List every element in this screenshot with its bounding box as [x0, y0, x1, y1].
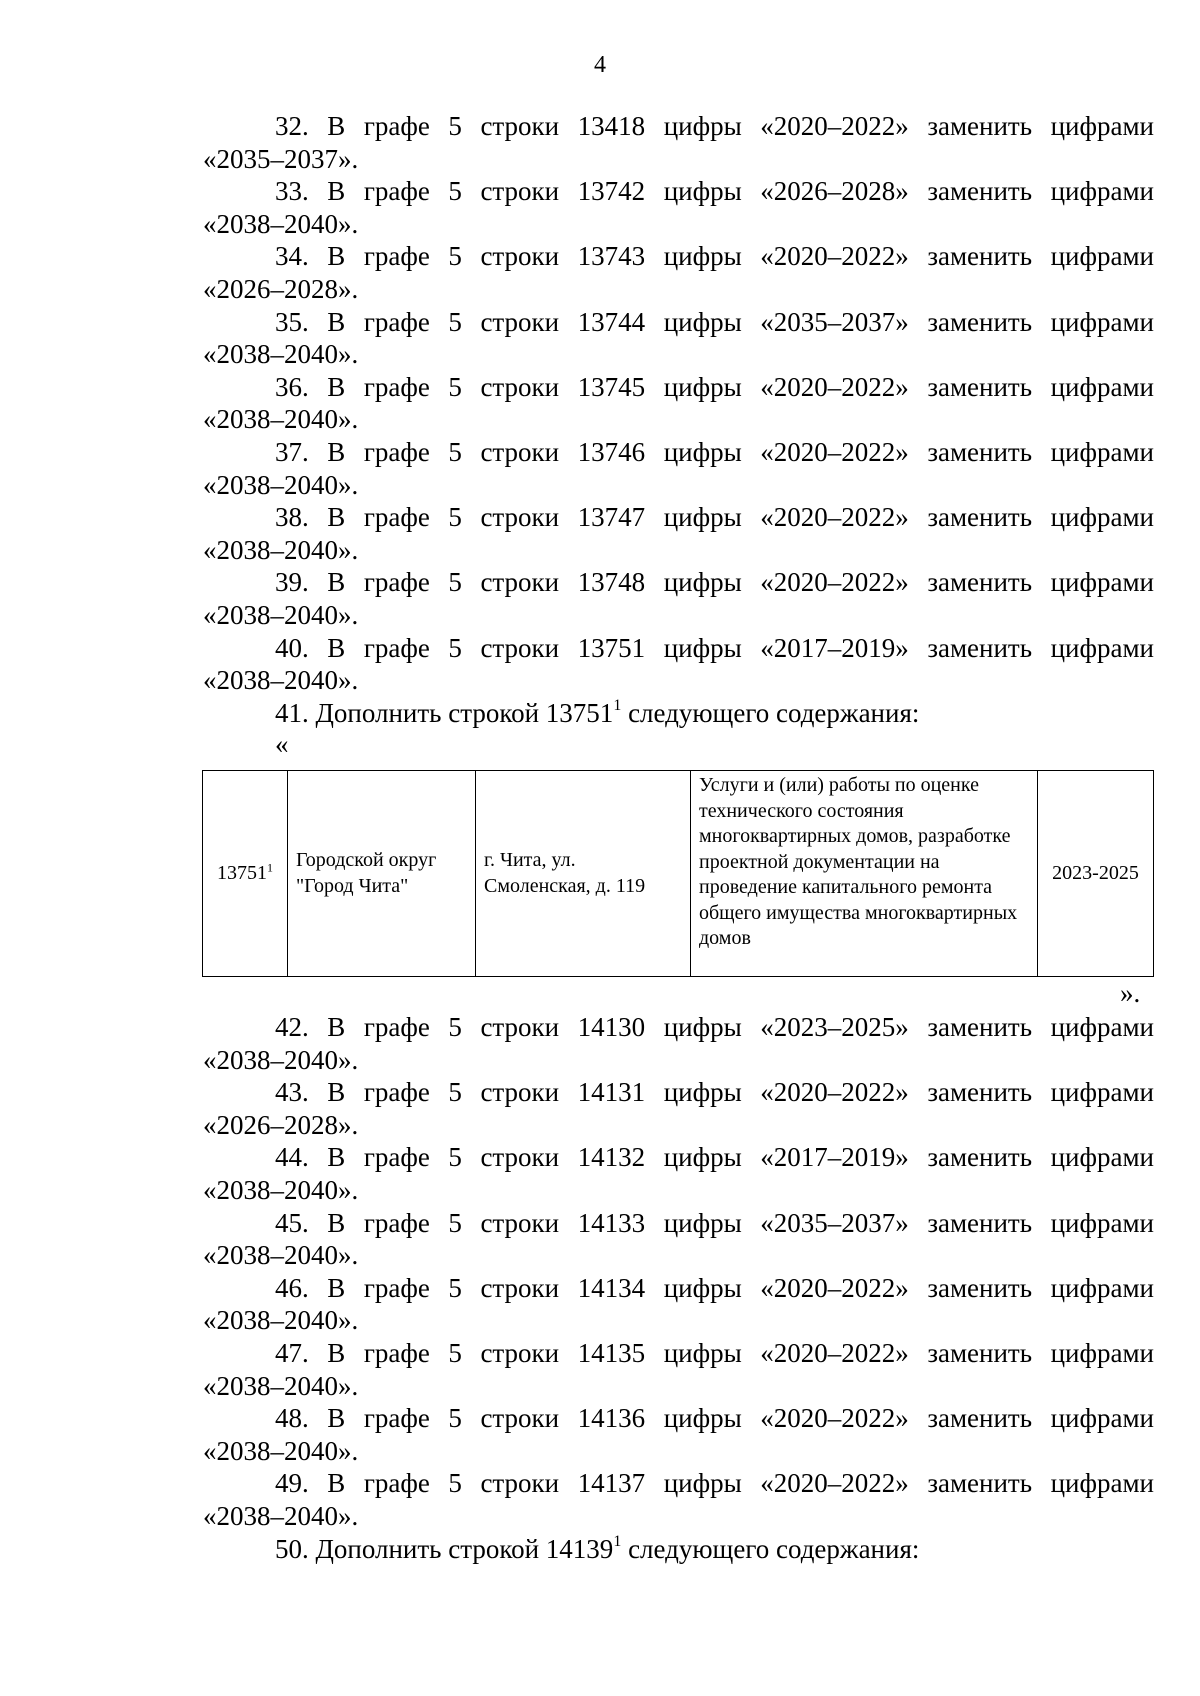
- list-item: [203, 110, 1154, 175]
- list-item: [203, 371, 1154, 436]
- item-continuation: «2035–2037».: [203, 143, 359, 174]
- list-item: [203, 175, 1154, 240]
- item-continuation: «2038–2040».: [203, 665, 359, 696]
- list-item: [203, 436, 1154, 501]
- item-first-line: 44. В графе 5 строки 14132 цифры «2017–2019» заменить цифрами: [275, 1142, 1154, 1173]
- item-50-text: 50. Дополнить строкой 14139: [275, 1533, 614, 1564]
- item-continuation: «2038–2040».: [203, 339, 359, 370]
- inserted-row-table: [202, 770, 1154, 977]
- list-item: [203, 1467, 1154, 1532]
- item-first-line: 38. В графе 5 строки 13747 цифры «2020–2022» заменить цифрами: [275, 502, 1154, 533]
- table-row: [203, 771, 1154, 977]
- item-first-line: 43. В графе 5 строки 14131 цифры «2020–2022» заменить цифрами: [275, 1077, 1154, 1108]
- cell-municipality: Городской округ "Город Чита": [288, 771, 476, 977]
- item-continuation: «2026–2028».: [203, 1109, 359, 1140]
- page-number: 4: [594, 52, 606, 78]
- item-41-text: 41. Дополнить строкой 13751: [275, 697, 614, 728]
- item-first-line: 35. В графе 5 строки 13744 цифры «2035–2037» заменить цифрами: [275, 306, 1154, 337]
- cell-work-type: Услуги и (или) работы по оценке технического состояния многоквартирных домов, разработке проектной документации на проведение капитального ремонта общего имущества многоквартирных домов: [691, 771, 1038, 977]
- item-first-line: 36. В графе 5 строки 13745 цифры «2020–2022» заменить цифрами: [275, 371, 1154, 402]
- list-item: [203, 1011, 1154, 1076]
- list-item: [203, 1141, 1154, 1206]
- item-continuation: «2038–2040».: [203, 1370, 359, 1401]
- item-continuation: «2038–2040».: [203, 1435, 359, 1466]
- item-first-line: 34. В графе 5 строки 13743 цифры «2020–2022» заменить цифрами: [275, 241, 1154, 272]
- superscript: 1: [613, 696, 622, 714]
- item-first-line: 42. В графе 5 строки 14130 цифры «2023–2025» заменить цифрами: [275, 1012, 1154, 1042]
- item-first-line: 49. В графе 5 строки 14137 цифры «2020–2022» заменить цифрами: [275, 1468, 1154, 1499]
- list-item: [203, 1272, 1154, 1337]
- superscript: 1: [613, 1532, 622, 1550]
- item-first-line: 32. В графе 5 строки 13418 цифры «2020–2022» заменить цифрами: [275, 111, 1154, 141]
- item-continuation: «2026–2028».: [203, 273, 359, 304]
- cell-address: г. Чита, ул. Смоленская, д. 119: [476, 771, 691, 977]
- item-41: [203, 697, 1154, 730]
- list-item: [203, 306, 1154, 371]
- list-item: [203, 566, 1154, 631]
- list-item: [203, 1207, 1154, 1272]
- item-continuation: «2038–2040».: [203, 1044, 359, 1075]
- item-first-line: 48. В графе 5 строки 14136 цифры «2020–2022» заменить цифрами: [275, 1403, 1154, 1434]
- item-first-line: 47. В графе 5 строки 14135 цифры «2020–2022» заменить цифрами: [275, 1337, 1154, 1368]
- item-first-line: 46. В графе 5 строки 14134 цифры «2020–2022» заменить цифрами: [275, 1272, 1154, 1303]
- item-first-line: 45. В графе 5 строки 14133 цифры «2035–2037» заменить цифрами: [275, 1207, 1154, 1238]
- item-continuation: «2038–2040».: [203, 1500, 359, 1531]
- item-first-line: 37. В графе 5 строки 13746 цифры «2020–2022» заменить цифрами: [275, 436, 1154, 467]
- list-item: [203, 1402, 1154, 1467]
- item-continuation: «2038–2040».: [203, 534, 359, 565]
- item-continuation: «2038–2040».: [203, 404, 359, 435]
- opening-quote: «: [275, 729, 289, 760]
- cell-row-number: 13751$^1$: [203, 771, 288, 977]
- list-item: [203, 501, 1154, 566]
- item-continuation: «2038–2040».: [203, 469, 359, 500]
- item-41-tail: следующего содержания:: [621, 697, 920, 728]
- item-continuation: «2038–2040».: [203, 599, 359, 630]
- amendments-list-bottom: [203, 1011, 1154, 1565]
- item-50-tail: следующего содержания:: [621, 1533, 920, 1564]
- item-continuation: «2038–2040».: [203, 208, 359, 239]
- amendments-list-top: [203, 110, 1154, 759]
- item-first-line: 39. В графе 5 строки 13748 цифры «2020–2022» заменить цифрами: [275, 567, 1154, 598]
- superscript: 1: [267, 860, 273, 875]
- cell-term: 2023-2025: [1038, 771, 1154, 977]
- list-item: [203, 1337, 1154, 1402]
- item-first-line: 33. В графе 5 строки 13742 цифры «2026–2028» заменить цифрами: [275, 176, 1154, 207]
- item-continuation: «2038–2040».: [203, 1305, 359, 1336]
- item-first-line: 40. В графе 5 строки 13751 цифры «2017–2019» заменить цифрами: [275, 632, 1154, 663]
- list-item: [203, 632, 1154, 697]
- closing-quote: ».: [1120, 978, 1141, 1008]
- item-continuation: «2038–2040».: [203, 1240, 359, 1271]
- item-continuation: «2038–2040».: [203, 1174, 359, 1205]
- list-item: [203, 240, 1154, 305]
- list-item: [203, 1076, 1154, 1141]
- item-50: [203, 1533, 1154, 1566]
